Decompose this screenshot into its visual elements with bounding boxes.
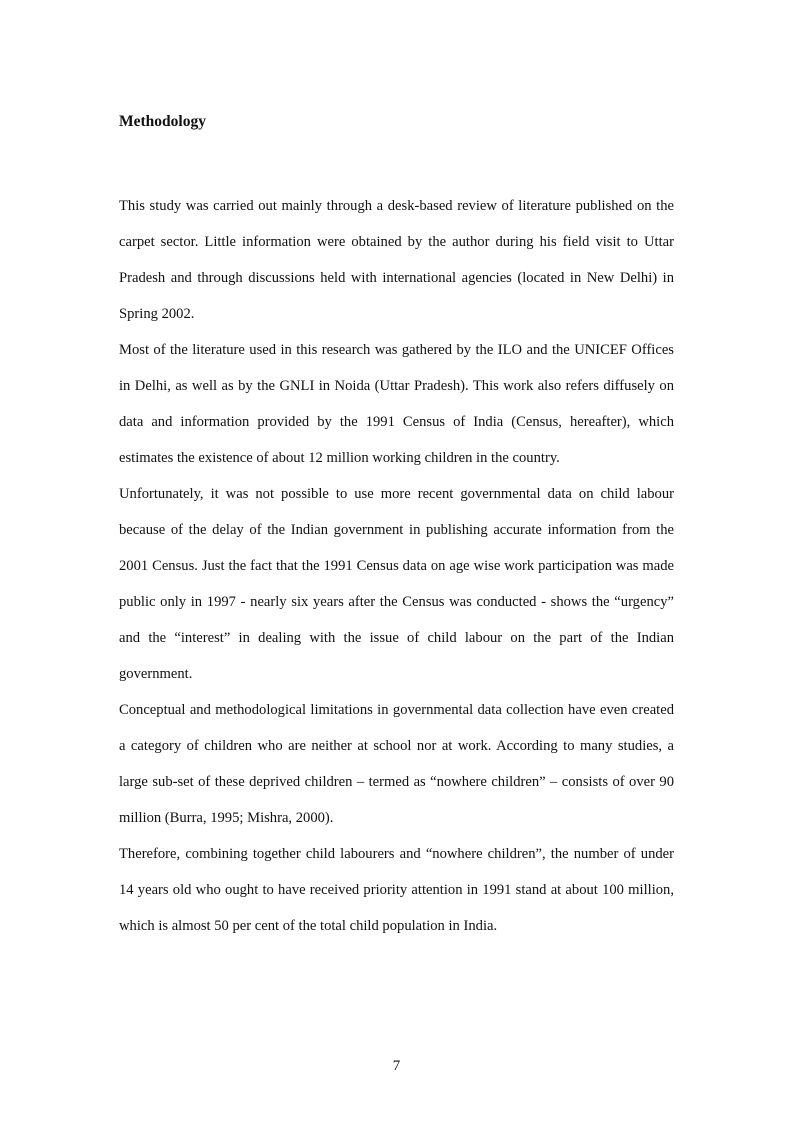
paragraph-2: Most of the literature used in this research was gathered by the ILO and the UNICEF Offices in Delhi, as well as by the GNLI in Noida (Uttar Pradesh). This work also refers diffusely on data and information provided by the 1991 Census of India (Census, hereafter), which estimates the existence of about 12 million working children in the country. (119, 342, 674, 466)
paragraph-1: This study was carried out mainly through a desk-based review of literature published on the carpet sector. Little information were obtained by the author during his field visit to Uttar Pradesh and through discussions held with international agencies (located in New Delhi) in Spring 2002. (119, 198, 674, 322)
section-heading: Methodology (119, 113, 206, 130)
paragraph-4: Conceptual and methodological limitations in governmental data collection have even created a category of children who are neither at school nor at work. According to many studies, a large sub-set of these deprived children – termed as “nowhere children” – consists of over 90 million (Burra, 1995; Mishra, 2000). (119, 702, 674, 826)
page-number: 7 (392, 1058, 401, 1074)
body-text (119, 188, 674, 944)
paragraph-3: Unfortunately, it was not possible to use more recent governmental data on child labour because of the delay of the Indian government in publishing accurate information from the 2001 Census. Just the fact that the 1991 Census data on age wise work participation was made public only in 1997 - nearly six years after the Census was conducted - shows the “urgency” and the “interest” in dealing with the issue of child labour on the part of the Indian government. (119, 486, 674, 682)
paragraph-5: Therefore, combining together child labourers and “nowhere children”, the number of under 14 years old who ought to have received priority attention in 1991 stand at about 100 million, which is almost 50 per cent of the total child population in India. (119, 846, 674, 934)
